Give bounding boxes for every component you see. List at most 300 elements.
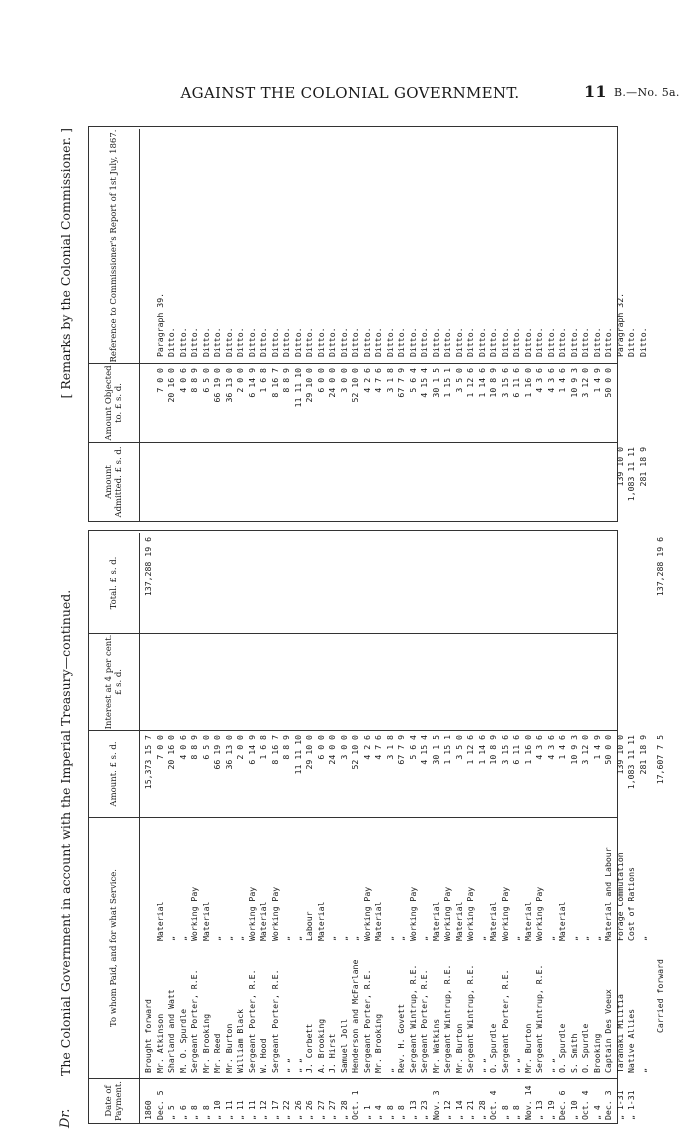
row-objected: 4 7 6 xyxy=(373,368,383,393)
document-reference: B.—No. 5a. xyxy=(614,86,680,99)
row-payee: W. Hood xyxy=(258,1038,268,1073)
table-row xyxy=(327,127,339,521)
row-objected: 66 19 0 xyxy=(212,368,222,403)
row-date: „ 28 xyxy=(338,1100,349,1120)
row-date: „ 13 xyxy=(534,1100,544,1120)
row-objected: 10 8 9 xyxy=(488,368,498,398)
payments-table xyxy=(88,530,665,1124)
remarks-title: [ Remarks by the Colonial Commissioner. ] xyxy=(58,128,73,399)
row-objected: 6 5 0 xyxy=(200,368,211,393)
row-reference: Ditto. xyxy=(419,327,429,357)
column-header-date: Date of Payment. xyxy=(89,1079,140,1123)
row-admitted: 139 10 0 xyxy=(614,447,625,487)
table-row xyxy=(396,127,408,521)
column-header-reference: Reference to Commissioner's Report of 1st July, 1867. xyxy=(89,129,140,363)
table-row xyxy=(419,127,431,521)
row-amount: 3 0 0 xyxy=(338,735,349,760)
debit-label: Dr. xyxy=(58,1108,73,1128)
row-objected: 2 0 0 xyxy=(235,368,245,393)
row-amount: 1,083 11 11 xyxy=(626,735,636,790)
row-amount: 11 11 10 xyxy=(292,735,303,775)
table-row xyxy=(362,531,374,1123)
row-service: Labour xyxy=(304,911,314,941)
row-reference: Ditto. xyxy=(637,327,648,357)
row-payee: Sharland and Watt xyxy=(166,989,176,1073)
row-reference: Ditto. xyxy=(396,327,406,357)
row-amount: 281 18 9 xyxy=(637,735,648,775)
row-reference: Ditto. xyxy=(166,327,176,357)
row-date: 1860 xyxy=(143,1100,153,1120)
row-amount: 4 3 6 xyxy=(534,735,544,760)
row-objected: 1 4 6 xyxy=(557,368,567,393)
table-row xyxy=(385,127,397,521)
row-reference: Ditto. xyxy=(304,327,314,357)
row-service: Working Pay xyxy=(189,886,199,941)
row-payee: O. Spurdle xyxy=(580,1023,590,1073)
table-row xyxy=(580,531,592,1123)
row-date: „ 12 xyxy=(442,1100,452,1120)
row-date: „ 11 xyxy=(246,1100,257,1120)
row-service: Material xyxy=(154,901,165,941)
row-service: „ xyxy=(545,936,556,941)
row-date: „ 5 xyxy=(166,1105,176,1120)
table-row xyxy=(408,531,420,1123)
row-date: Nov. 3 xyxy=(430,1090,441,1120)
row-service: „ xyxy=(327,936,337,941)
row-service: Working Pay xyxy=(465,886,475,941)
row-payee: Samuel Joll xyxy=(338,1018,349,1073)
row-reference: Ditto. xyxy=(384,327,395,357)
row-service: „ xyxy=(396,936,406,941)
row-amount: 10 8 9 xyxy=(488,735,498,765)
row-date: „ 17 xyxy=(269,1100,280,1120)
row-reference: Ditto. xyxy=(212,327,222,357)
table-row xyxy=(534,127,546,521)
row-payee: Rev. H. Govett xyxy=(396,1003,406,1073)
table-row xyxy=(465,127,477,521)
row-date: Oct. 4 xyxy=(488,1090,498,1120)
row-objected: 4 2 6 xyxy=(361,368,372,393)
table-row xyxy=(143,127,155,521)
table-row xyxy=(569,531,581,1123)
row-service: Material xyxy=(258,901,268,941)
row-reference: Ditto. xyxy=(442,327,452,357)
row-service: Material xyxy=(430,901,441,941)
column-header-total: Total. £ s. d. xyxy=(89,533,140,633)
table-row xyxy=(431,531,443,1123)
row-amount: 2 0 0 xyxy=(235,735,245,760)
row-reference: Ditto. xyxy=(246,327,257,357)
row-amount: 4 2 6 xyxy=(361,735,372,760)
row-date: Dec. 6 xyxy=(557,1090,567,1120)
row-service: Working Pay xyxy=(361,886,372,941)
row-reference: Ditto. xyxy=(453,327,464,357)
column-header-objected: Amount Objected to. £ s. d. xyxy=(89,364,140,442)
table-row xyxy=(281,127,293,521)
row-reference: Ditto. xyxy=(430,327,441,357)
row-service: Forage Commutation xyxy=(614,852,625,941)
row-payee: „ xyxy=(637,1068,648,1073)
row-objected: 24 0 0 xyxy=(327,368,337,398)
row-objected: 30 1 5 xyxy=(430,368,441,398)
table-row xyxy=(488,127,500,521)
row-reference: Ditto. xyxy=(361,327,372,357)
row-payee: Henderson and McFarlane xyxy=(350,959,360,1073)
table-row xyxy=(212,531,224,1123)
row-service: „ xyxy=(281,936,291,941)
table-row xyxy=(626,531,638,1123)
table-row xyxy=(546,127,558,521)
row-amount: 36 13 0 xyxy=(223,735,234,770)
row-objected: 4 3 6 xyxy=(545,368,556,393)
row-service: Working Pay xyxy=(407,886,418,941)
row-date: Dec. 5 xyxy=(154,1090,165,1120)
row-reference: Ditto. xyxy=(258,327,268,357)
row-amount: 1 4 6 xyxy=(557,735,567,760)
row-objected: 7 0 0 xyxy=(154,368,165,393)
row-objected: 3 15 6 xyxy=(499,368,510,398)
row-service: Material xyxy=(200,901,211,941)
table-row xyxy=(258,531,270,1123)
carried-forward-amount: 17,607 7 5 xyxy=(655,735,665,785)
row-date: „ 8 xyxy=(189,1105,199,1120)
row-service: Material xyxy=(453,901,464,941)
row-amount: 139 10 0 xyxy=(614,735,625,775)
row-amount: 8 8 9 xyxy=(189,735,199,760)
row-payee: Mr. Brooking xyxy=(373,1013,383,1073)
row-date: „ 8 xyxy=(499,1105,510,1120)
row-amount: 6 14 9 xyxy=(246,735,257,765)
table-row xyxy=(569,127,581,521)
row-amount: 10 9 3 xyxy=(568,735,579,765)
row-amount: 5 6 4 xyxy=(407,735,418,760)
table-row xyxy=(454,127,466,521)
row-objected: 1 16 0 xyxy=(522,368,533,398)
table-row xyxy=(615,531,627,1123)
table-row xyxy=(626,127,638,521)
row-service: „ xyxy=(212,936,222,941)
row-amount: 66 19 0 xyxy=(212,735,222,770)
row-date: „ 26 xyxy=(304,1100,314,1120)
row-service: „ xyxy=(591,936,602,941)
row-date: „ 19 xyxy=(545,1100,556,1120)
row-reference: Ditto. xyxy=(315,327,326,357)
table-row xyxy=(155,127,167,521)
table-row xyxy=(224,127,236,521)
table-row xyxy=(557,127,569,521)
row-amount: 3 15 6 xyxy=(499,735,510,765)
row-payee: J. Corbett xyxy=(304,1023,314,1073)
row-amount: 1 16 0 xyxy=(522,735,533,765)
row-reference: Ditto. xyxy=(626,327,636,357)
table-row xyxy=(431,127,443,521)
row-objected: 29 10 0 xyxy=(304,368,314,403)
row-amount: 6 5 0 xyxy=(200,735,211,760)
row-date: „ 26 xyxy=(292,1100,303,1120)
row-reference: Ditto. xyxy=(603,327,613,357)
row-payee: Mr. Brooking xyxy=(200,1013,211,1073)
row-amount: 50 0 0 xyxy=(603,735,613,765)
row-admitted: 1,083 11 11 xyxy=(626,447,636,502)
row-payee: Brooking xyxy=(591,1033,602,1073)
row-payee: Sergeant Wintrup, R.E. xyxy=(534,964,544,1073)
row-reference: Ditto. xyxy=(235,327,245,357)
row-reference: Ditto. xyxy=(200,327,211,357)
row-amount: 3 12 0 xyxy=(580,735,590,765)
row-payee: Mr. Atkinson xyxy=(154,1013,165,1073)
table-row xyxy=(534,531,546,1123)
row-payee: Taranaki Militia xyxy=(614,994,625,1073)
row-payee: Captain Des Voeux xyxy=(603,989,613,1073)
row-date: Oct. 1 xyxy=(350,1090,360,1120)
table-row xyxy=(350,127,362,521)
row-objected: 1 15 1 xyxy=(442,368,452,398)
row-reference: Ditto. xyxy=(292,327,303,357)
row-payee: O. Spurdle xyxy=(557,1023,567,1073)
page-number: 11 xyxy=(584,82,607,101)
row-reference: Ditto. xyxy=(327,327,337,357)
row-amount: 29 10 0 xyxy=(304,735,314,770)
table-row xyxy=(339,127,351,521)
table-row xyxy=(523,127,535,521)
row-payee: S. Smith xyxy=(568,1033,579,1073)
row-payee: Native Allies xyxy=(626,1008,636,1073)
row-payee: Sergeant Wintrup, R.E. xyxy=(407,964,418,1073)
table-row xyxy=(477,127,489,521)
row-service: „ xyxy=(223,936,234,941)
table-row xyxy=(442,127,454,521)
row-amount: 1 4 9 xyxy=(591,735,602,760)
table-row xyxy=(603,531,615,1123)
table-row xyxy=(511,127,523,521)
row-date: Oct. 4 xyxy=(580,1090,590,1120)
table-row xyxy=(258,127,270,521)
row-amount: 1 15 1 xyxy=(442,735,452,765)
row-service: „ xyxy=(292,936,303,941)
account-title: The Colonial Government in account with the Imperial Treasury—continued. xyxy=(58,589,73,1076)
row-amount: 4 7 6 xyxy=(373,735,383,760)
table-row xyxy=(615,127,627,521)
row-service: Working Pay xyxy=(269,886,280,941)
row-reference: Ditto. xyxy=(522,327,533,357)
row-objected: 4 0 6 xyxy=(177,368,188,393)
row-reference: Ditto. xyxy=(591,327,602,357)
row-service: „ xyxy=(476,936,487,941)
row-objected: 1 4 9 xyxy=(591,368,602,393)
table-row xyxy=(270,127,282,521)
table-row xyxy=(201,531,213,1123)
payments-rows xyxy=(143,531,667,1123)
table-row xyxy=(638,531,650,1123)
row-amount: 3 5 0 xyxy=(453,735,464,760)
column-header-payee: To whom Paid, and for what Service. xyxy=(89,818,140,1078)
table-row xyxy=(442,531,454,1123)
row-payee: „ „ xyxy=(511,1058,521,1073)
table-row xyxy=(143,531,155,1123)
row-objected: 6 11 6 xyxy=(511,368,521,398)
row-reference: Ditto. xyxy=(568,327,579,357)
table-row xyxy=(557,531,569,1123)
table-row xyxy=(465,531,477,1123)
row-amount: 3 1 8 xyxy=(384,735,395,760)
row-service: „ xyxy=(580,936,590,941)
row-amount: 15,373 15 7 xyxy=(143,735,153,790)
table-row xyxy=(339,531,351,1123)
table-row xyxy=(155,531,167,1123)
row-amount: 6 0 0 xyxy=(315,735,326,760)
row-reference: Ditto. xyxy=(545,327,556,357)
row-objected: 36 13 0 xyxy=(223,368,234,403)
table-row xyxy=(247,531,259,1123)
row-payee: William Black xyxy=(235,1008,245,1073)
row-date: „ 1-31 xyxy=(626,1090,636,1120)
table-row xyxy=(166,127,178,521)
table-row xyxy=(201,127,213,521)
table-row xyxy=(166,531,178,1123)
row-reference: Ditto. xyxy=(465,327,475,357)
row-service: Working Pay xyxy=(499,886,510,941)
row-date: „ 8 xyxy=(396,1105,406,1120)
table-row xyxy=(304,531,316,1123)
row-date: „ 10 xyxy=(212,1100,222,1120)
row-objected: 52 10 0 xyxy=(350,368,360,403)
row-payee: J. Hirst xyxy=(327,1033,337,1073)
row-reference: Ditto. xyxy=(511,327,521,357)
row-reference: Ditto. xyxy=(557,327,567,357)
table-row xyxy=(603,127,615,521)
row-date: „ 8 xyxy=(200,1105,211,1120)
table-row xyxy=(373,127,385,521)
row-payee: Sergeant Wintrup, R.E. xyxy=(465,964,475,1073)
table-row xyxy=(189,127,201,521)
table-row xyxy=(580,127,592,521)
table-row xyxy=(477,531,489,1123)
row-amount: 30 1 5 xyxy=(430,735,441,765)
row-payee: Brought forward xyxy=(143,999,153,1073)
row-amount: 4 0 6 xyxy=(177,735,188,760)
row-reference: Ditto. xyxy=(373,327,383,357)
row-payee: „ „ xyxy=(281,1058,291,1073)
row-reference: Ditto. xyxy=(350,327,360,357)
row-payee: „ xyxy=(384,1068,395,1073)
row-date: „ 8 xyxy=(384,1105,395,1120)
table-row xyxy=(293,127,305,521)
table-row xyxy=(396,531,408,1123)
row-date: „ 14 xyxy=(453,1100,464,1120)
row-objected: 11 11 10 xyxy=(292,368,303,408)
row-date: „ 28 xyxy=(476,1100,487,1120)
row-total: 137,288 19 6 xyxy=(143,537,153,597)
table-row xyxy=(327,531,339,1123)
row-reference: Ditto. xyxy=(534,327,544,357)
row-service: „ xyxy=(568,936,579,941)
table-row xyxy=(511,531,523,1123)
row-payee: „ „ xyxy=(545,1058,556,1073)
row-date: „ 22 xyxy=(281,1100,291,1120)
row-service: „ xyxy=(166,936,176,941)
column-header-amount: Amount. £ s. d. xyxy=(89,731,140,817)
row-service: „ xyxy=(384,936,395,941)
row-service: Material xyxy=(488,901,498,941)
row-amount: 7 0 0 xyxy=(154,735,165,760)
row-date: „ 12 xyxy=(258,1100,268,1120)
row-date: „ 13 xyxy=(407,1100,418,1120)
table-row xyxy=(454,531,466,1123)
table-row xyxy=(523,531,535,1123)
row-payee: „ „ xyxy=(292,1058,303,1073)
row-service: Working Pay xyxy=(442,886,452,941)
row-reference: Ditto. xyxy=(580,327,590,357)
row-payee: Mr. Watkins xyxy=(430,1018,441,1073)
row-service: „ xyxy=(419,936,429,941)
row-objected: 1 14 6 xyxy=(476,368,487,398)
row-objected: 5 6 4 xyxy=(407,368,418,393)
table-row xyxy=(235,127,247,521)
carried-forward-label: Carried forward xyxy=(655,959,665,1033)
row-amount: 20 16 0 xyxy=(166,735,176,770)
row-amount: 4 3 6 xyxy=(545,735,556,760)
row-payee: Sergeant Porter, R.E. xyxy=(361,969,372,1073)
table-row xyxy=(500,127,512,521)
row-admitted: 281 18 9 xyxy=(637,447,648,487)
row-amount: 4 15 4 xyxy=(419,735,429,765)
row-date: „ 23 xyxy=(419,1100,429,1120)
row-payee: O. Spurdle xyxy=(488,1023,498,1073)
row-date: „ 21 xyxy=(465,1100,475,1120)
page-running-title: AGAINST THE COLONIAL GOVERNMENT. xyxy=(180,84,520,102)
row-service: Material xyxy=(557,901,567,941)
row-reference: Ditto. xyxy=(177,327,188,357)
column-header-interest: Interest at 4 per cent. £ s. d. xyxy=(89,634,140,730)
table-row xyxy=(385,531,397,1123)
row-service: „ xyxy=(177,936,188,941)
row-objected: 3 5 0 xyxy=(453,368,464,393)
row-service: Material xyxy=(522,901,533,941)
table-row xyxy=(408,127,420,521)
row-service: Working Pay xyxy=(246,886,257,941)
table-row xyxy=(638,127,650,521)
row-service: Material xyxy=(373,901,383,941)
row-amount: 6 11 6 xyxy=(511,735,521,765)
row-reference: Ditto. xyxy=(189,327,199,357)
row-amount: 1 12 6 xyxy=(465,735,475,765)
table-row xyxy=(178,531,190,1123)
table-row xyxy=(178,127,190,521)
row-date: Nov. 14 xyxy=(522,1085,533,1120)
table-row xyxy=(419,531,431,1123)
row-reference: Ditto. xyxy=(407,327,418,357)
row-date: „ 4 xyxy=(591,1105,602,1120)
row-amount: 52 10 0 xyxy=(350,735,360,770)
table-row xyxy=(350,531,362,1123)
table-row xyxy=(212,127,224,521)
row-date: „ 27 xyxy=(327,1100,337,1120)
table-row xyxy=(500,531,512,1123)
remarks-rows xyxy=(143,127,649,521)
table-row xyxy=(293,531,305,1123)
row-objected: 1 12 6 xyxy=(465,368,475,398)
row-service: „ xyxy=(235,936,245,941)
row-date: „ 27 xyxy=(315,1100,326,1120)
remarks-table xyxy=(88,126,648,522)
row-objected: 6 14 9 xyxy=(246,368,257,398)
table-row xyxy=(247,127,259,521)
row-objected: 3 0 0 xyxy=(338,368,349,393)
row-objected: 4 3 6 xyxy=(534,368,544,393)
row-date: „ 10 xyxy=(568,1100,579,1120)
table-row xyxy=(373,531,385,1123)
row-payee: Sergeant Porter, R.E. xyxy=(189,969,199,1073)
